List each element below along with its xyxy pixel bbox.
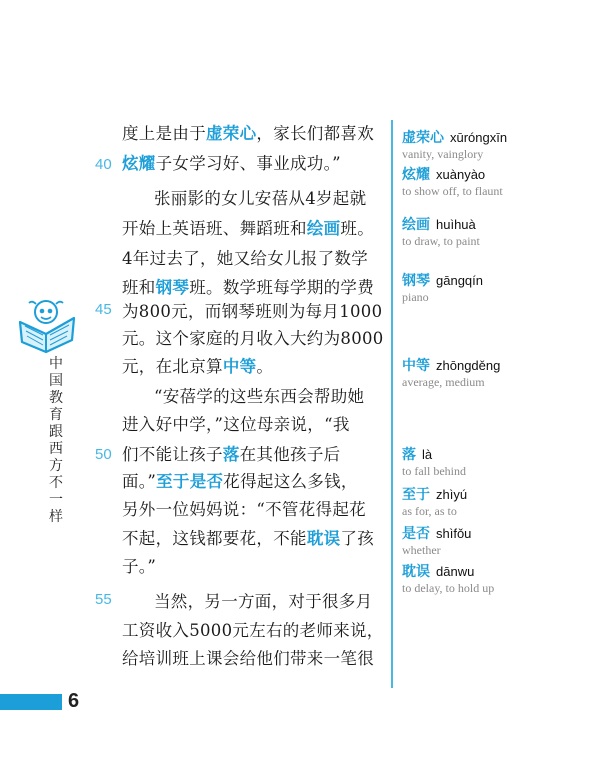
- vocab-word: 钢琴: [402, 273, 430, 289]
- text-line: 不起，这钱都要花，不能耽误了孩: [122, 529, 375, 548]
- vocab-english: piano: [402, 290, 429, 304]
- text-line: 另外一位妈妈说：“不管花得起花: [122, 500, 366, 519]
- vocab-pinyin: zhìyú: [436, 487, 468, 502]
- text-line: 当然，另一方面，对于很多月: [154, 592, 373, 611]
- vocab-word: 虚荣心: [402, 130, 444, 146]
- vocab-entry: [402, 561, 592, 595]
- vocab-highlight: 钢琴: [155, 278, 190, 297]
- text-line: 4年过去了，她又给女儿报了数学: [122, 249, 368, 268]
- vocab-english: to delay, to hold up: [402, 581, 495, 595]
- vocab-english: to fall behind: [402, 464, 466, 478]
- vocab-pinyin: là: [422, 447, 433, 462]
- text-line: 度上是由于虚荣心，家长们都喜欢: [122, 124, 375, 143]
- text-line: 们不能让孩子落在其他孩子后: [122, 445, 341, 464]
- text-line: 开始上英语班、舞蹈班和绘画班。: [122, 219, 375, 238]
- vocab-highlight: 炫耀: [122, 154, 156, 173]
- vocab-entry: [402, 270, 592, 304]
- vocab-entry: [402, 355, 592, 389]
- vocab-pinyin: zhōngděng: [436, 358, 501, 373]
- vocab-english: to draw, to paint: [402, 234, 480, 248]
- line-number-40: 40: [95, 156, 112, 173]
- line-number-55: 55: [95, 591, 112, 608]
- vocab-highlight: 耽误: [306, 529, 341, 548]
- vocab-word: 落: [402, 447, 416, 463]
- vocab-english: as for, as to: [402, 504, 457, 518]
- text-line: 班和钢琴班。数学班每学期的学费: [122, 278, 375, 297]
- vocab-word: 至于: [402, 487, 430, 503]
- text-line: 给培训班上课会给他们带来一笔很: [122, 649, 374, 668]
- vocab-english: whether: [402, 543, 441, 557]
- text-line: 炫耀子女学习好、事业成功。”: [122, 154, 341, 173]
- vocab-word: 绘画: [402, 217, 430, 233]
- vocab-highlight: 绘画: [306, 219, 341, 238]
- text-line: 为800元，而钢琴班则为每月1000: [122, 302, 383, 321]
- vocab-word: 是否: [402, 526, 430, 542]
- vocab-word: 中等: [402, 358, 430, 374]
- vocab-pinyin: gāngqín: [436, 273, 483, 288]
- text-line: 面。”至于是否花得起这么多钱，: [122, 472, 358, 491]
- text-line: 元。这个家庭的月收入大约为8000: [122, 329, 384, 348]
- vocab-entry: [402, 523, 592, 557]
- vocab-entry: [402, 444, 592, 478]
- page-number: 6: [68, 690, 80, 712]
- vocab-highlight: 落: [222, 445, 240, 464]
- vocab-english: to show off, to flaunt: [402, 184, 503, 198]
- vocab-pinyin: xūróngxīn: [450, 130, 508, 145]
- line-number-50: 50: [95, 446, 112, 463]
- text-line: 元，在北京算中等。: [122, 357, 274, 376]
- vocab-entry: [402, 127, 592, 161]
- vocab-pinyin: xuànyào: [436, 167, 486, 182]
- book-reader-logo-icon: [16, 296, 78, 360]
- footer-accent-bar: [0, 694, 62, 710]
- vocab-highlight: 虚荣心: [206, 124, 257, 143]
- text-line: 进入好中学，”这位母亲说，“我: [122, 415, 350, 434]
- vocab-english: average, medium: [402, 375, 485, 389]
- vocab-pinyin: dānwu: [436, 564, 475, 579]
- vocab-pinyin: shìfǒu: [436, 526, 472, 541]
- vocab-entry: [402, 164, 592, 198]
- vocab-english: vanity, vainglory: [402, 147, 484, 161]
- vocab-entry: [402, 214, 592, 248]
- book-title-vertical: 中国教育跟西方不一样: [49, 356, 63, 525]
- text-line: 子。”: [122, 557, 157, 576]
- vocab-entry: [402, 484, 592, 518]
- vocab-highlight: 至于是否: [156, 472, 224, 491]
- line-number-45: 45: [95, 301, 112, 318]
- text-line: 张丽影的女儿安蓓从4岁起就: [154, 189, 367, 208]
- vocab-word: 炫耀: [402, 167, 430, 183]
- vocab-highlight: 中等: [222, 357, 257, 376]
- column-divider: [391, 120, 393, 688]
- text-line: “安蓓学的这些东西会帮助她: [154, 387, 365, 406]
- vocab-word: 耽误: [402, 564, 430, 580]
- vocab-pinyin: huìhuà: [436, 217, 476, 232]
- text-line: 工资收入5000元左右的老师来说，: [122, 621, 384, 640]
